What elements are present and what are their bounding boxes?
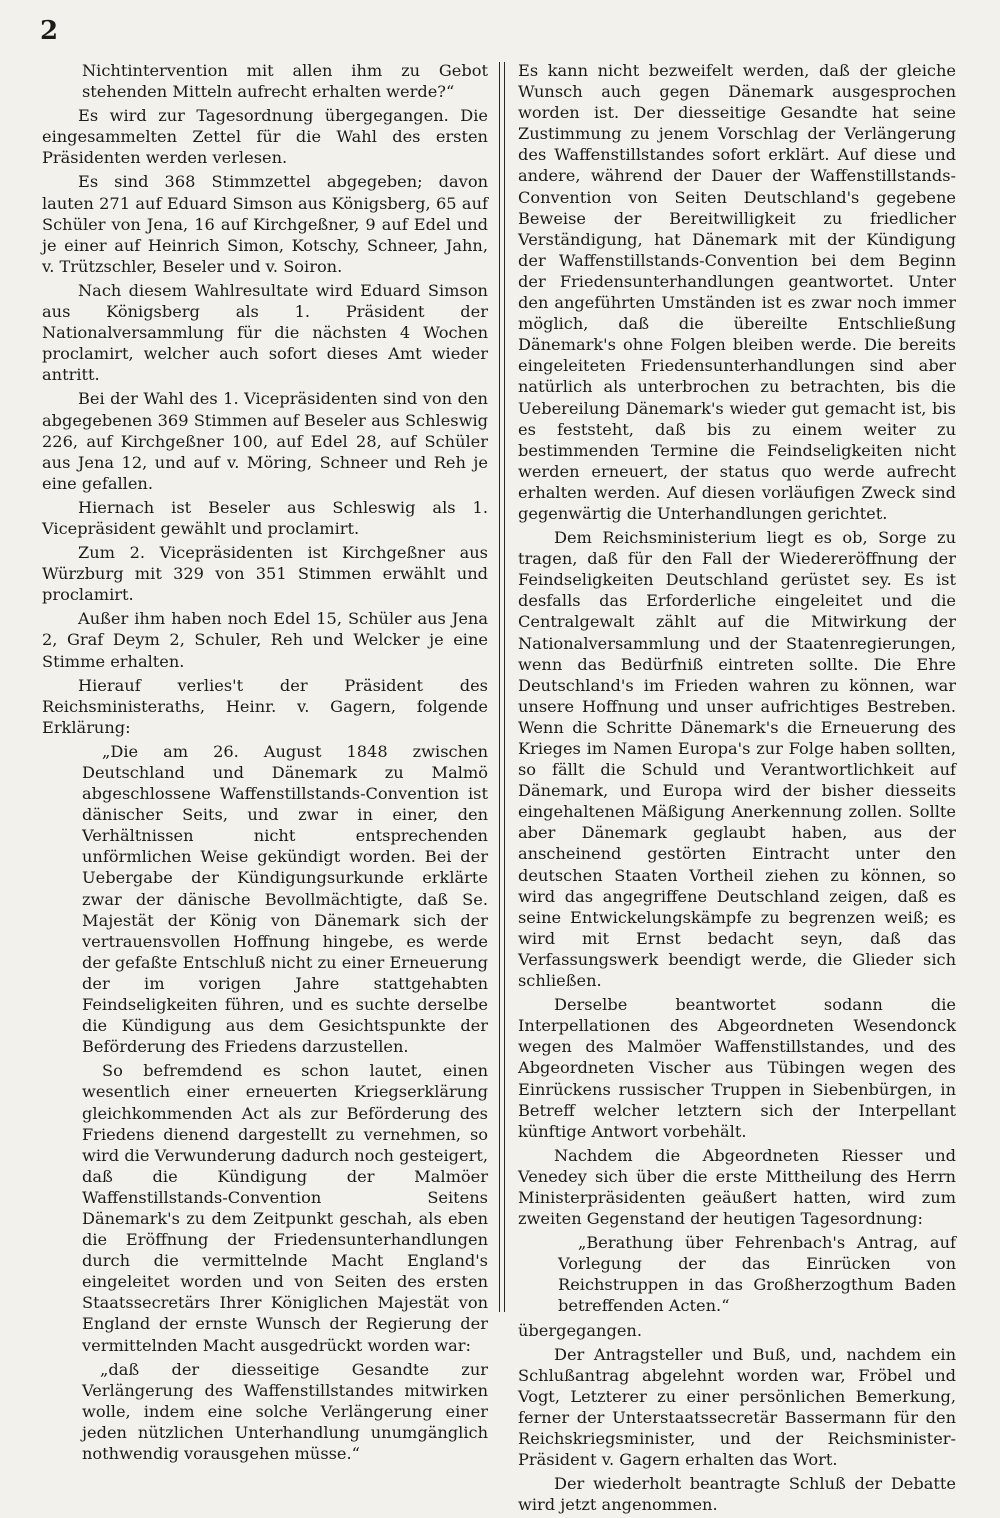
quoted-declaration: So befremdend es schon lautet, einen wesentlich einer erneuerten Kriegserklärung gleichkommenden Act als zur Beförderung des Friedens dienend dargestellt zu vernehmen, so wird die Verwunderung dadurch noch gesteigert, daß die Kündigung der Malmöer Waffenstillstands-Convention Seitens Dänemark's zu dem Zeitpunkt geschah, als eben die Eröffnung der Friedensunterhandlungen durch die vermittelnde Macht England's eingeleitet worden und von Seiten des ersten Staatssecretärs Ihrer Königlichen Majestät von England der ernste Wunsch der Regierung der vermittelnden Macht ausgedrückt worden war:: [82, 1061, 488, 1355]
quoted-agenda-item: „Berathung über Fehrenbach's Antrag, auf Vorlegung der das Einrücken von Reichstruppen in das Großherzogthum Baden betreffenden Acten.“: [558, 1233, 956, 1316]
paragraph: Nichtintervention mit allen ihm zu Gebot stehenden Mitteln aufrecht erhalten werde?“: [82, 61, 488, 102]
paragraph: Es wird zur Tagesordnung übergegangen. Die eingesammelten Zettel für die Wahl des ersten Präsidenten werden verlesen.: [42, 106, 488, 168]
paragraph: Hiernach ist Beseler aus Schleswig als 1. Vicepräsident gewählt und proclamirt.: [42, 497, 488, 538]
paragraph: Derselbe beantwortet sodann die Interpellationen des Abgeordneten Wesendonck wegen des Malmöer Waffenstillstandes, und des Abgeordneten Vischer aus Tübingen wegen des Einrückens russischer Truppen in Siebenbürgen, in Betreff welcher letztern sich der Interpellant künftige Antwort vorbehält.: [518, 995, 956, 1141]
quoted-declaration: „Die am 26. August 1848 zwischen Deutschland und Dänemark zu Malmö abgeschlossene Waffenstillstands-Convention ist dänischer Seits, und zwar in einer, den Verhältnissen nicht entsprechenden unförmlichen Weise gekündigt worden. Bei der Uebergabe der Kündigungsurkunde erklärte zwar der dänische Bevollmächtigte, daß Se. Majestät der König von Dänemark sich der vertrauensvollen Hoffnung hingebe, es werde der gefaßte Entschluß nicht zu einer Erneuerung der im vorigen Jahre stattgehabten Feindseligkeiten führen, und es suchte derselbe die Kündigung aus dem Gesichtspunkte der Beförderung des Friedens darzustellen.: [82, 741, 488, 1057]
paragraph: Es kann nicht bezweifelt werden, daß der gleiche Wunsch auch gegen Dänemark ausgesprochen worden ist. Der diesseitige Gesandte hat seine Zustimmung zu jenem Vorschlag der Verlängerung des Waffenstillstandes sofort erklärt. Auf diese und andere, während der Dauer der Waffenstillstands-Convention von Seiten Deutschland's gegebene Beweise der Bereitwilligkeit zu friedlicher Verständigung, hat Dänemark mit der Kündigung der Waffenstillstands-Convention bei dem Beginn der Friedensunterhandlungen geantwortet. Unter den angeführten Umständen ist es zwar noch immer möglich, daß die übereilte Entschließung Dänemark's ohne Folgen bleiben werde. Die bereits eingeleiteten Friedensunterhandlungen sind aber natürlich als unterbrochen zu betrachten, bis die Uebereilung Dänemark's wieder gut gemacht ist, bis es feststeht, daß bis zu einem weiter zu bestimmenden Termine die Feindseligkeiten nicht werden erneuert, der status quo werde aufrecht erhalten werden. Auf diesen vorläufigen Zweck sind gegenwärtig die Unterhandlungen gerichtet.: [518, 61, 956, 523]
page-number: 2: [40, 16, 59, 46]
column-divider: [499, 62, 505, 1312]
paragraph: Hierauf verlies't der Präsident des Reichsministeraths, Heinr. v. Gagern, folgende Erklärung:: [42, 675, 488, 737]
paragraph: Zum 2. Vicepräsidenten ist Kirchgeßner aus Würzburg mit 329 von 351 Stimmen erwählt und proclamirt.: [42, 543, 488, 605]
quoted-declaration: „daß der diesseitige Gesandte zur Verlängerung des Waffenstillstandes mitwirken wolle, indem eine solche Verlängerung einer jeden nützlichen Unterhandlung unumgänglich nothwendig vorausgehen müsse.“: [82, 1359, 488, 1463]
right-column: [518, 60, 956, 1518]
left-column: [42, 60, 488, 1467]
paragraph: Nachdem die Abgeordneten Riesser und Venedey sich über die erste Mittheilung des Herrn Ministerpräsidenten geäußert hatten, wird zum zweiten Gegenstand der heutigen Tagesordnung:: [518, 1145, 956, 1229]
paragraph: Nach diesem Wahlresultate wird Eduard Simson aus Königsberg als 1. Präsident der Nationalversammlung für die nächsten 4 Wochen proclamirt, welcher auch sofort dieses Amt wieder antritt.: [42, 280, 488, 385]
paragraph: Der Antragsteller und Buß, und, nachdem ein Schlußantrag abgelehnt worden war, Fröbel und Vogt, Letzterer zu einer persönlichen Bemerkung, ferner der Unterstaatssecretär Bassermann für den Reichskriegsminister, und der Reichsminister-Präsident v. Gagern erhalten das Wort.: [518, 1344, 956, 1470]
paragraph: Dem Reichsministerium liegt es ob, Sorge zu tragen, daß für den Fall der Wiedereröffnung der Feindseligkeiten Deutschland gerüstet sey. Es ist desfalls das Erforderliche eingeleitet und die Centralgewalt zählt auf die Mitwirkung der Nationalversammlung und der Staatenregierungen, wenn das Bedürfniß eintreten sollte. Die Ehre Deutschland's im Frieden wahren zu können, war unsere Hoffnung und unser aufrichtiges Bestreben. Wenn die Schritte Dänemark's die Erneuerung des Krieges im Namen Europa's zur Folge haben sollten, so fällt die Schuld und Verantwortlichkeit auf Dänemark, und Europa wird der bisher diesseits eingehaltenen Mäßigung Anerkennung zollen. Sollte aber Dänemark geglaubt haben, aus der anscheinend gestörten Eintracht unter den deutschen Staaten Vortheil ziehen zu können, so wird das angegriffene Deutschland zeigen, daß es seine Entwickelungskämpfe zu begrenzen weiß; es wird mit Ernst bedacht seyn, daß das Verfassungswerk beendigt werde, die Glieder sich schließen.: [518, 528, 956, 991]
paragraph: Bei der Wahl des 1. Vicepräsidenten sind von den abgegebenen 369 Stimmen auf Beseler aus Schleswig 226, auf Kirchgeßner 100, auf Edel 28, auf Schüler aus Jena 12, und auf v. Möring, Schneer und Reh je eine gefallen.: [42, 389, 488, 493]
paragraph: Der wiederholt beantragte Schluß der Debatte wird jetzt angenommen.: [518, 1474, 956, 1515]
paragraph: Außer ihm haben noch Edel 15, Schüler aus Jena 2, Graf Deym 2, Schuler, Reh und Welcker je eine Stimme erhalten.: [42, 609, 488, 671]
paragraph: übergegangen.: [518, 1320, 642, 1340]
paragraph: Es sind 368 Stimmzettel abgegeben; davon lauten 271 auf Eduard Simson aus Königsberg, 65 auf Schüler von Jena, 16 auf Kirchgeßner, 9 auf Edel und je einer auf Heinrich Simon, Kotschy, Schneer, Jahn, v. Trützschler, Beseler und v. Soiron.: [42, 172, 488, 276]
